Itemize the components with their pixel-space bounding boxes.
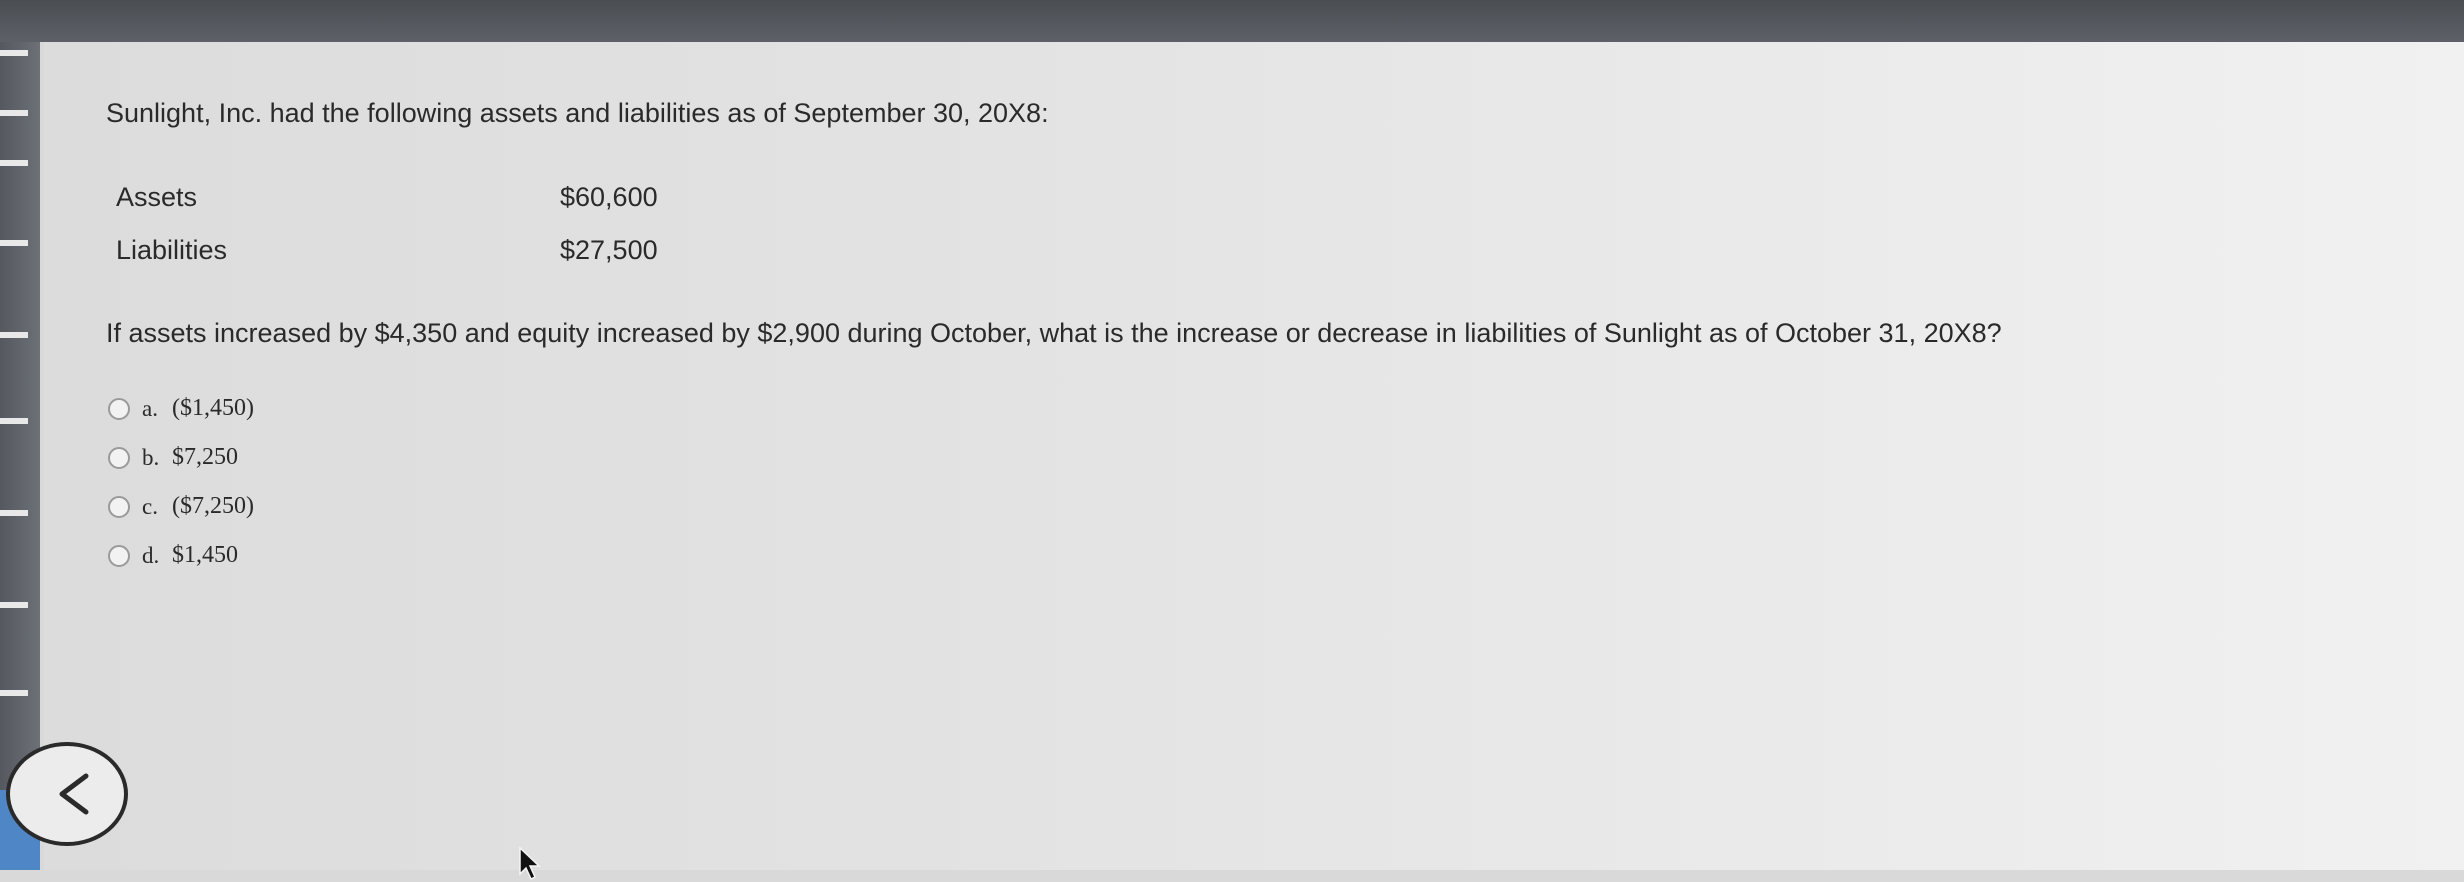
option-b[interactable] [108,433,254,482]
option-letter: a. [142,395,158,421]
option-letter: d. [142,542,160,568]
question-panel [44,42,2464,870]
option-d[interactable] [108,531,254,580]
option-c[interactable] [108,482,254,531]
sidebar-tick [0,510,28,516]
table-label-liabilities: Liabilities [116,235,228,265]
sidebar-tick [0,690,28,696]
option-value: ($1,450) [172,395,254,421]
option-value: $7,250 [172,444,238,470]
chevron-left-icon [54,772,94,816]
radio-button[interactable] [108,545,130,567]
option-a[interactable] [108,384,254,433]
back-button[interactable] [6,742,128,846]
table-label-assets: Assets [116,182,198,212]
sidebar-tick [0,602,28,608]
monitor-top-bezel [0,0,2464,42]
option-value: $1,450 [172,542,238,568]
table-value-liabilities: $27,500 [560,235,658,265]
sidebar-tick [0,332,28,338]
radio-button[interactable] [108,496,130,518]
radio-button[interactable] [108,447,130,469]
answer-options [108,384,254,580]
sidebar-tick [0,240,28,246]
option-letter: c. [142,493,158,519]
question-intro: Sunlight, Inc. had the following assets and liabilities as of September 30, 20X8: [106,98,1049,128]
table-value-assets: $60,600 [560,182,658,212]
sidebar-tick [0,418,28,424]
sidebar-tick [0,110,28,116]
question-prompt: If assets increased by $4,350 and equity increased by $2,900 during October, what is the increase or decrease in liabilities of Sunlight as of October 31, 20X8? [106,318,2002,348]
radio-button[interactable] [108,398,130,420]
sidebar-tick [0,50,28,56]
left-sidebar [0,42,40,870]
mouse-pointer-icon [518,846,542,882]
sidebar-tick [0,160,28,166]
option-letter: b. [142,444,160,470]
option-value: ($7,250) [172,493,254,519]
